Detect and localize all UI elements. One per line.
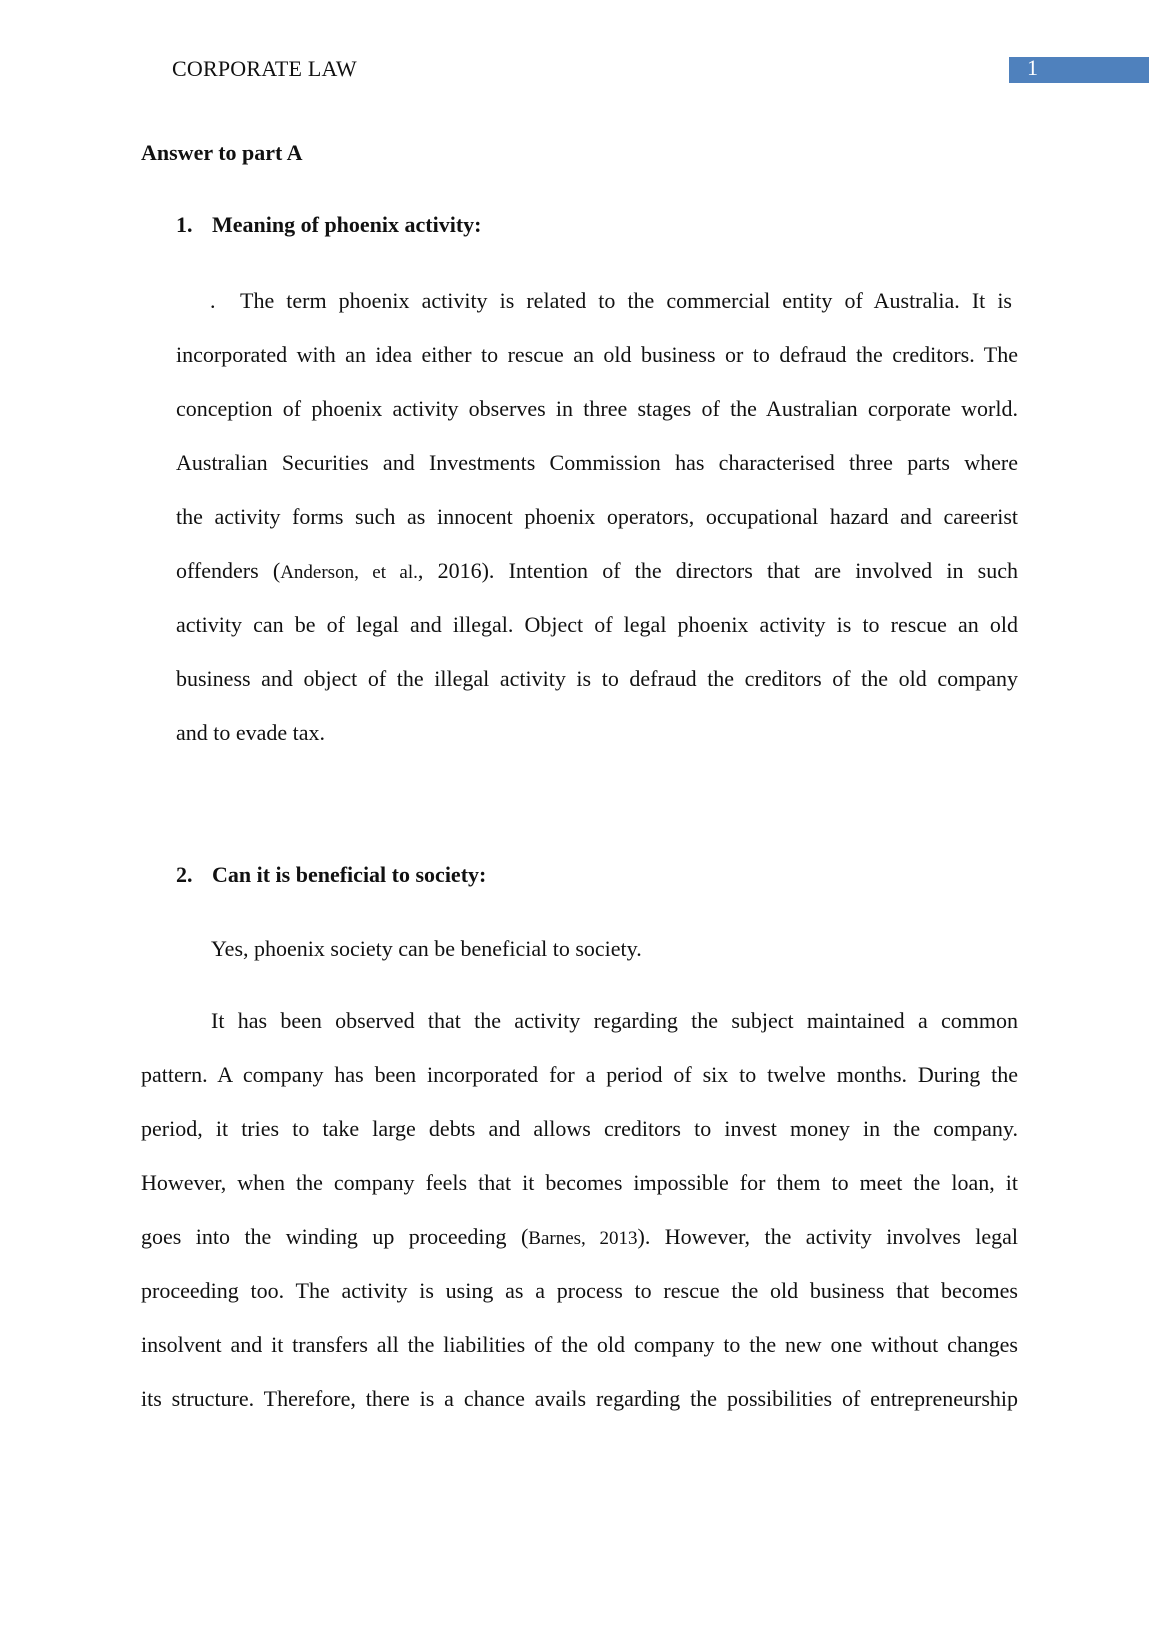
- paragraph-line: business and object of the illegal activity is to defraud the creditors of the old company: [176, 666, 1018, 691]
- paragraph-line: Yes, phoenix society can be beneficial to society.: [211, 936, 642, 961]
- paragraph-line: the activity forms such as innocent phoenix operators, occupational hazard and careerist: [176, 504, 1018, 529]
- section-2-heading: [176, 862, 486, 888]
- paragraph-line: However, when the company feels that it becomes impossible for them to meet the loan, it: [141, 1170, 1018, 1195]
- page-number-box: [1009, 57, 1149, 83]
- paragraph-line: activity can be of legal and illegal. Object of legal phoenix activity is to rescue an old: [176, 612, 1018, 637]
- line-text: ). However, the activity involves legal: [637, 1224, 1018, 1249]
- line-text: The term phoenix activity is related to the commercial entity of Australia. It is: [240, 288, 1012, 313]
- paragraph-line: its structure. Therefore, there is a chance avails regarding the possibilities of entrepreneurship: [141, 1386, 1018, 1411]
- paragraph-line: incorporated with an idea either to rescue an old business or to defraud the creditors. The: [176, 342, 1018, 367]
- section-2-title: Can it is beneficial to society:: [212, 862, 487, 887]
- paragraph-line: pattern. A company has been incorporated for a period of six to twelve months. During the: [141, 1062, 1018, 1087]
- paragraph-line: [176, 544, 1018, 598]
- section-2-intro: [211, 922, 1018, 976]
- section-2-number: 2.: [176, 862, 193, 887]
- paragraph-line: conception of phoenix activity observes in three stages of the Australian corporate world.: [176, 396, 1018, 421]
- section-1-number: 1.: [176, 212, 193, 237]
- page-header: [0, 0, 1158, 100]
- section-2-paragraph: [141, 994, 1018, 1426]
- section-1-paragraph: [176, 274, 1018, 760]
- citation: Barnes, 2013: [528, 1228, 638, 1249]
- running-head: CORPORATE LAW: [172, 56, 357, 81]
- lead-marker: .: [210, 288, 216, 313]
- paragraph-line: period, it tries to take large debts and allows creditors to invest money in the company.: [141, 1116, 1018, 1141]
- paragraph-line: It has been observed that the activity regarding the subject maintained a common: [211, 1008, 1018, 1033]
- citation: Anderson, et al.: [280, 562, 418, 583]
- page-number: 1: [1027, 55, 1038, 80]
- paragraph-line: insolvent and it transfers all the liabilities of the old company to the new one without changes: [141, 1332, 1018, 1357]
- line-text: , 2016). Intention of the directors that are involved in such: [417, 558, 1018, 583]
- paragraph-line: proceeding too. The activity is using as a process to rescue the old business that becomes: [141, 1278, 1018, 1303]
- section-1-heading: [176, 212, 482, 238]
- paragraph-line: [176, 274, 1018, 328]
- part-heading: Answer to part A: [141, 140, 303, 165]
- section-1-title: Meaning of phoenix activity:: [212, 212, 482, 237]
- line-text: offenders (: [176, 558, 281, 583]
- paragraph-line: Australian Securities and Investments Commission has characterised three parts where: [176, 450, 1018, 475]
- paragraph-line: and to evade tax.: [176, 720, 326, 745]
- line-text: goes into the winding up proceeding (: [141, 1224, 529, 1249]
- paragraph-line: [141, 1210, 1018, 1264]
